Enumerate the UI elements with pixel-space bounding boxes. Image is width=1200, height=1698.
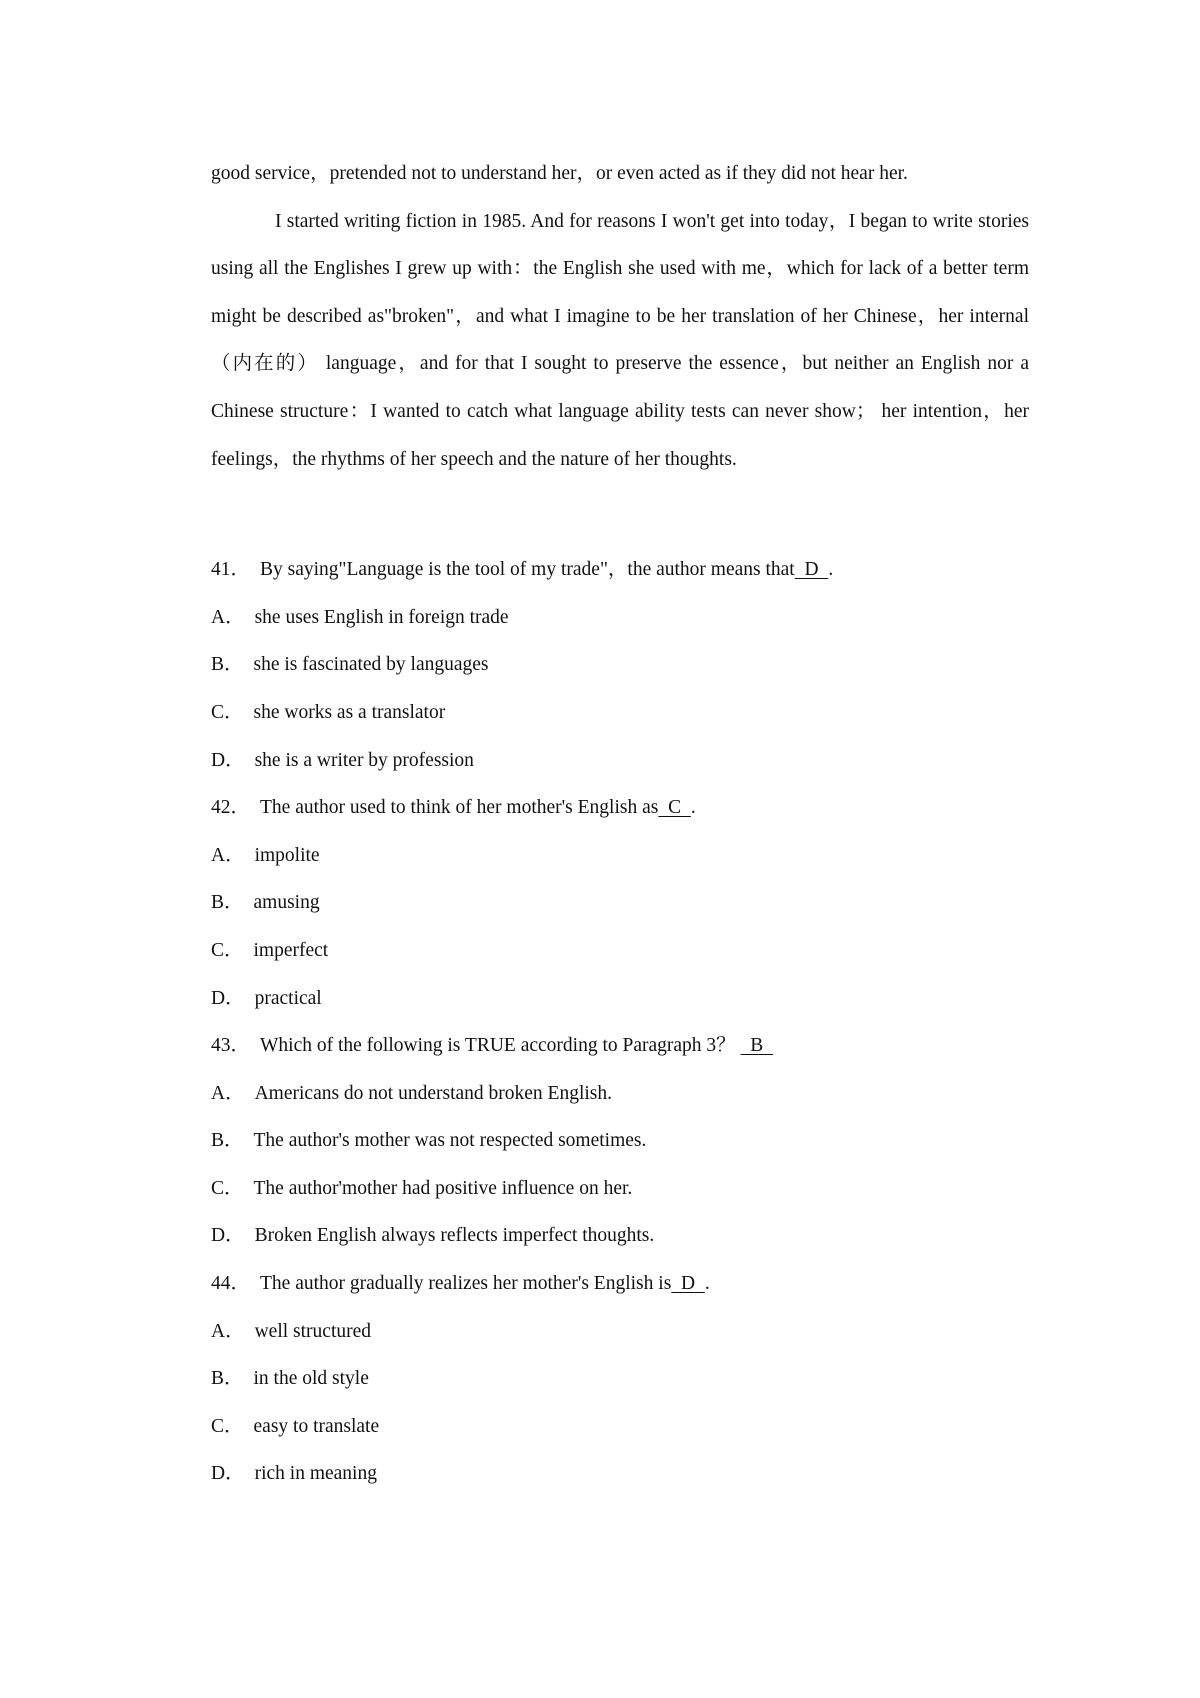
option-letter: B． [211,892,244,914]
option-43-d [211,1212,1029,1260]
option-43-b [211,1117,1029,1165]
option-letter: D． [211,1463,245,1485]
question-number: 41． [211,559,251,581]
option-41-d [211,737,1029,785]
option-letter: D． [211,749,245,771]
question-43 [211,1022,1029,1070]
option-42-d [211,975,1029,1023]
question-stem: By saying"Language is the tool of my trade"，the author means that [260,559,795,581]
option-text: imperfect [253,939,329,961]
option-letter: A． [211,1082,245,1104]
option-44-b [211,1355,1029,1403]
answer-blank: D [794,559,829,581]
option-letter: C． [211,701,244,723]
option-41-a [211,594,1029,642]
option-letter: A． [211,844,245,866]
passage-paragraph: I started writing fiction in 1985. And for reasons I won't get into today，I began to write stories using all the Englishes I grew up with：the English she used with me，which for lack of a better term might be described as"broken"，and what I imagine to be her translation of her Chinese，her internal（内在的） language，and for that I sought to preserve the essence，but neither an English nor a Chinese structure：I wanted to catch what language ability tests can never show； her intention，her feelings，the rhythms of her speech and the nature of her thoughts. [211,210,1029,470]
option-41-b [211,641,1029,689]
question-end: . [828,559,834,581]
option-text: she uses English in foreign trade [254,606,509,628]
option-42-b [211,879,1029,927]
option-text: she works as a translator [253,701,446,723]
question-number: 42． [211,797,251,819]
document-page [211,150,1029,1498]
option-text: well structured [254,1320,372,1342]
option-text: rich in meaning [254,1463,377,1485]
option-text: Americans do not understand broken English. [254,1082,613,1104]
option-letter: B． [211,1368,244,1390]
option-text: The author's mother was not respected sometimes. [253,1130,647,1152]
option-text: she is a writer by profession [254,749,474,771]
question-end: . [704,1273,710,1295]
question-44 [211,1260,1029,1308]
option-letter: A． [211,606,245,628]
question-number: 44． [211,1273,251,1295]
answer-blank: C [658,797,691,819]
option-43-a [211,1070,1029,1118]
option-letter: B． [211,1130,244,1152]
passage-line-1: good service，pretended not to understand her，or even acted as if they did not hear her. [211,163,908,184]
option-text: The author'mother had positive influence on her. [253,1177,633,1199]
option-42-c [211,927,1029,975]
option-44-a [211,1308,1029,1356]
question-stem: The author used to think of her mother's English as [260,797,659,819]
option-41-c [211,689,1029,737]
option-text: Broken English always reflects imperfect thoughts. [254,1225,655,1247]
option-letter: C． [211,1415,244,1437]
option-letter: B． [211,654,244,676]
question-end: . [690,797,696,819]
option-text: she is fascinated by languages [253,654,489,676]
option-letter: C． [211,1177,244,1199]
question-41 [211,546,1029,594]
question-number: 43． [211,1035,251,1057]
answer-blank: B [740,1035,774,1057]
option-43-c [211,1165,1029,1213]
option-44-d [211,1450,1029,1498]
option-text: in the old style [253,1368,369,1390]
option-44-c [211,1403,1029,1451]
section-gap [211,483,1029,546]
option-42-a [211,832,1029,880]
option-text: impolite [254,844,320,866]
option-text: practical [254,987,322,1009]
option-text: easy to translate [253,1415,380,1437]
option-letter: D． [211,1225,245,1247]
option-letter: C． [211,939,244,961]
question-42 [211,784,1029,832]
option-text: amusing [253,892,320,914]
question-stem: The author gradually realizes her mother's English is [260,1273,672,1295]
option-letter: D． [211,987,245,1009]
question-stem: Which of the following is TRUE according to Paragraph 3？ [260,1035,741,1057]
answer-blank: D [671,1273,705,1295]
option-letter: A． [211,1320,245,1342]
